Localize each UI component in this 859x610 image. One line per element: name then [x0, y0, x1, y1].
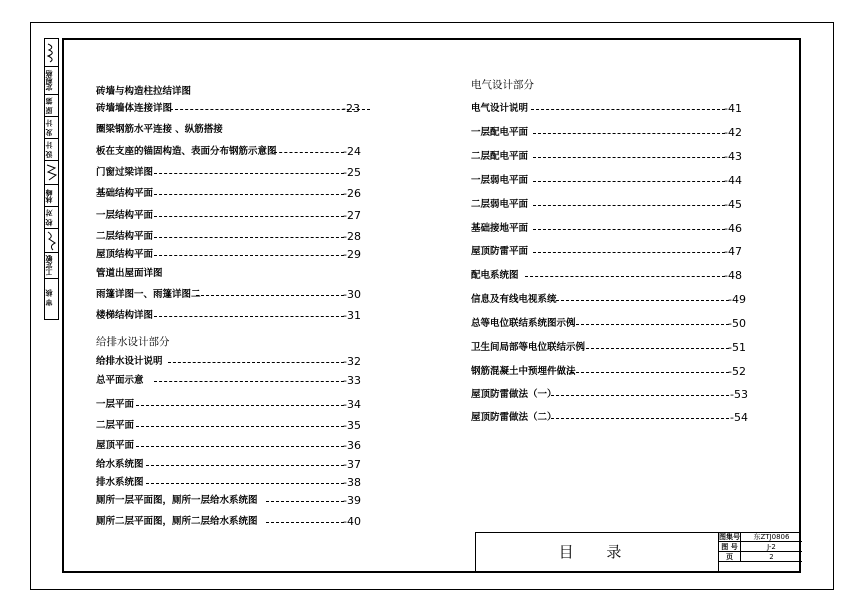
signature-checker-icon [45, 230, 58, 252]
leader-line [533, 252, 725, 253]
sidebar-label-review: 审 核 [45, 289, 53, 307]
toc-entry [96, 86, 191, 98]
leader-line [154, 194, 344, 195]
entry-page: -25 [343, 166, 361, 179]
leader-line [274, 152, 344, 153]
toc-entry [471, 126, 742, 139]
entry-page: -48 [724, 269, 742, 282]
sidebar-label-approve: 定根格 [45, 70, 53, 92]
page-number-value: 2 [769, 553, 774, 561]
leader-line [146, 465, 344, 466]
page-title: 目 录 [476, 533, 719, 571]
entry-label: 屋顶防雷做法（一） [471, 389, 557, 400]
leader-line [533, 157, 725, 158]
entry-page: -39 [343, 494, 361, 507]
entry-label: 一层平面 [96, 399, 135, 410]
entry-label: 信息及有线电视系统 [471, 294, 557, 305]
toc-entry [471, 174, 742, 187]
entry-label: 砖墙墙体连接详图 [96, 103, 173, 114]
entry-page: -46 [724, 222, 742, 235]
page-number-label: 页 [719, 552, 741, 562]
leader-line [136, 446, 344, 447]
toc-entry [96, 419, 361, 432]
atlas-number-label: 图集号 [719, 533, 740, 541]
leader-line [266, 501, 344, 502]
leader-line [533, 229, 725, 230]
leader-line [196, 295, 344, 296]
entry-label: 配电系统图 [471, 270, 519, 281]
leader-line [533, 181, 725, 182]
signature-scribble-icon [45, 42, 58, 64]
entry-page: -53 [730, 388, 748, 401]
entry-label: 屋顶防雷做法（二） [471, 412, 557, 423]
toc-entry [96, 355, 361, 368]
atlas-number-row [719, 533, 802, 542]
toc-entry [96, 515, 361, 528]
leader-line [136, 405, 344, 406]
entry-page: -29 [343, 248, 361, 261]
entry-label: 基础结构平面 [96, 188, 154, 199]
sheet-number-row [719, 542, 802, 552]
entry-page: -50 [728, 317, 746, 330]
entry-label: 砖墙与构造柱拉结详图 [96, 86, 192, 97]
signature-designer-icon [45, 162, 58, 184]
entry-label: 圈梁钢筋水平连接 、纵筋搭接 [96, 124, 223, 135]
leader-line [551, 395, 729, 396]
toc-entry [471, 365, 746, 378]
entry-label: 总平面示意 [96, 375, 144, 386]
entry-label: 屋顶平面 [96, 440, 135, 451]
sidebar-label-design2: 发 计 [45, 119, 53, 137]
entry-label: 给水系统图 [96, 459, 144, 470]
entry-page: -33 [343, 374, 361, 387]
toc-entry [96, 124, 223, 136]
toc-entry [96, 494, 361, 507]
entry-label: 屋顶结构平面 [96, 249, 154, 260]
leader-line [154, 216, 344, 217]
entry-label: 排水系统图 [96, 477, 144, 488]
entry-page: -44 [724, 174, 742, 187]
leader-line [571, 324, 729, 325]
leader-line [581, 348, 729, 349]
leader-line [154, 173, 344, 174]
toc-entry [96, 458, 361, 471]
entry-label: 一层结构平面 [96, 210, 154, 221]
sidebar-label-drawing: 原 第 [45, 97, 53, 115]
entry-page: -27 [343, 209, 361, 222]
toc-entry [96, 476, 361, 489]
entry-page: -42 [724, 126, 742, 139]
toc-entry [96, 230, 361, 243]
entry-page: -26 [343, 187, 361, 200]
toc-entry [96, 398, 361, 411]
entry-label: 厕所二层平面图，厕所二层给水系统图 [96, 516, 258, 527]
entry-label: 板在支座的锚固构造、表面分布钢筋示意图 [96, 146, 277, 157]
entry-label: 基础接地平面 [471, 223, 529, 234]
leader-line [168, 362, 344, 363]
leader-line [154, 316, 344, 317]
sidebar-label-design: 设 计 [45, 141, 53, 159]
entry-label: 给排水设计说明 [96, 356, 163, 367]
leader-line [551, 300, 729, 301]
sheet-number-label: 图 号 [719, 542, 741, 552]
sidebar-label-reviewer-name: 工定敏 [45, 255, 53, 277]
toc-entry [96, 209, 361, 222]
entry-page: -51 [728, 341, 746, 354]
entry-label: 雨篷详图一、雨篷详图二 [96, 289, 201, 300]
leader-line [136, 426, 344, 427]
entry-label: 二层平面 [96, 420, 135, 431]
toc-entry [96, 145, 361, 158]
entry-page: -32 [343, 355, 361, 368]
entry-page: -28 [343, 230, 361, 243]
entry-page: -49 [728, 293, 746, 306]
leader-line [531, 109, 725, 110]
section-title-electric: 电气设计部分 [471, 79, 534, 91]
toc-entry [96, 439, 361, 452]
leader-line [154, 255, 344, 256]
entry-page: -43 [724, 150, 742, 163]
entry-page: -23 [342, 102, 360, 115]
entry-page: -54 [730, 411, 748, 424]
toc-entry [471, 341, 746, 354]
title-block [475, 532, 801, 571]
entry-label: 卫生间局部等电位联结示例 [471, 342, 586, 353]
leader-line [571, 372, 729, 373]
toc-entry [96, 166, 361, 179]
entry-label: 厕所一层平面图，厕所一层给水系统图 [96, 495, 258, 506]
sheet-number-value: J-2 [767, 543, 776, 551]
toc-entry [96, 374, 361, 387]
entry-page: -52 [728, 365, 746, 378]
toc-entry [96, 187, 361, 200]
toc-entry [96, 248, 361, 261]
toc-entry [96, 102, 360, 115]
toc-entry [96, 288, 361, 301]
leader-line [551, 418, 729, 419]
entry-label: 楼梯结构详图 [96, 310, 154, 321]
toc-entry [471, 388, 748, 401]
sidebar-label-checker-name: 林峰 [45, 189, 53, 203]
page-number-row [719, 552, 802, 562]
toc-entry [471, 222, 742, 235]
entry-page: -35 [343, 419, 361, 432]
toc-entry [471, 245, 742, 258]
toc-entry [96, 268, 163, 280]
toc-entry [471, 269, 742, 282]
entry-page: -40 [343, 515, 361, 528]
entry-page: -45 [724, 198, 742, 211]
entry-label: 总等电位联结系统图示例 [471, 318, 576, 329]
toc-entry [471, 411, 748, 424]
leader-line [533, 133, 725, 134]
entry-page: -30 [343, 288, 361, 301]
entry-page: -34 [343, 398, 361, 411]
entry-label: 一层配电平面 [471, 127, 529, 138]
leader-line [146, 483, 344, 484]
entry-page: -41 [724, 102, 742, 115]
entry-label: 二层配电平面 [471, 151, 529, 162]
entry-label: 二层结构平面 [96, 231, 154, 242]
drawing-frame [62, 38, 801, 573]
toc-entry [471, 293, 746, 306]
toc-entry [471, 317, 746, 330]
toc-entry [471, 150, 742, 163]
signature-strip [44, 38, 59, 320]
section-title-water: 给排水设计部分 [96, 336, 170, 348]
toc-entry [96, 309, 361, 322]
entry-page: -24 [343, 145, 361, 158]
entry-label: 一层弱电平面 [471, 175, 529, 186]
atlas-number-value: 东ZTJ0806 [753, 533, 790, 541]
leader-line [266, 522, 344, 523]
entry-label: 二层弱电平面 [471, 199, 529, 210]
sidebar-label-check: 校 对 [45, 209, 53, 227]
entry-label: 钢筋混凝土中预埋件做法 [471, 366, 576, 377]
entry-page: -36 [343, 439, 361, 452]
entry-page: -38 [343, 476, 361, 489]
leader-line [170, 109, 370, 110]
leader-line [525, 276, 725, 277]
entry-label: 门窗过梁详图 [96, 167, 154, 178]
leader-line [154, 237, 344, 238]
toc-entry [471, 102, 742, 115]
entry-label: 电气设计说明 [471, 103, 529, 114]
entry-page: -31 [343, 309, 361, 322]
entry-page: -47 [724, 245, 742, 258]
leader-line [154, 381, 344, 382]
entry-label: 屋顶防雷平面 [471, 246, 529, 257]
toc-entry [471, 198, 742, 211]
leader-line [533, 205, 725, 206]
entry-label: 管道出屋面详图 [96, 268, 163, 279]
entry-page: -37 [343, 458, 361, 471]
